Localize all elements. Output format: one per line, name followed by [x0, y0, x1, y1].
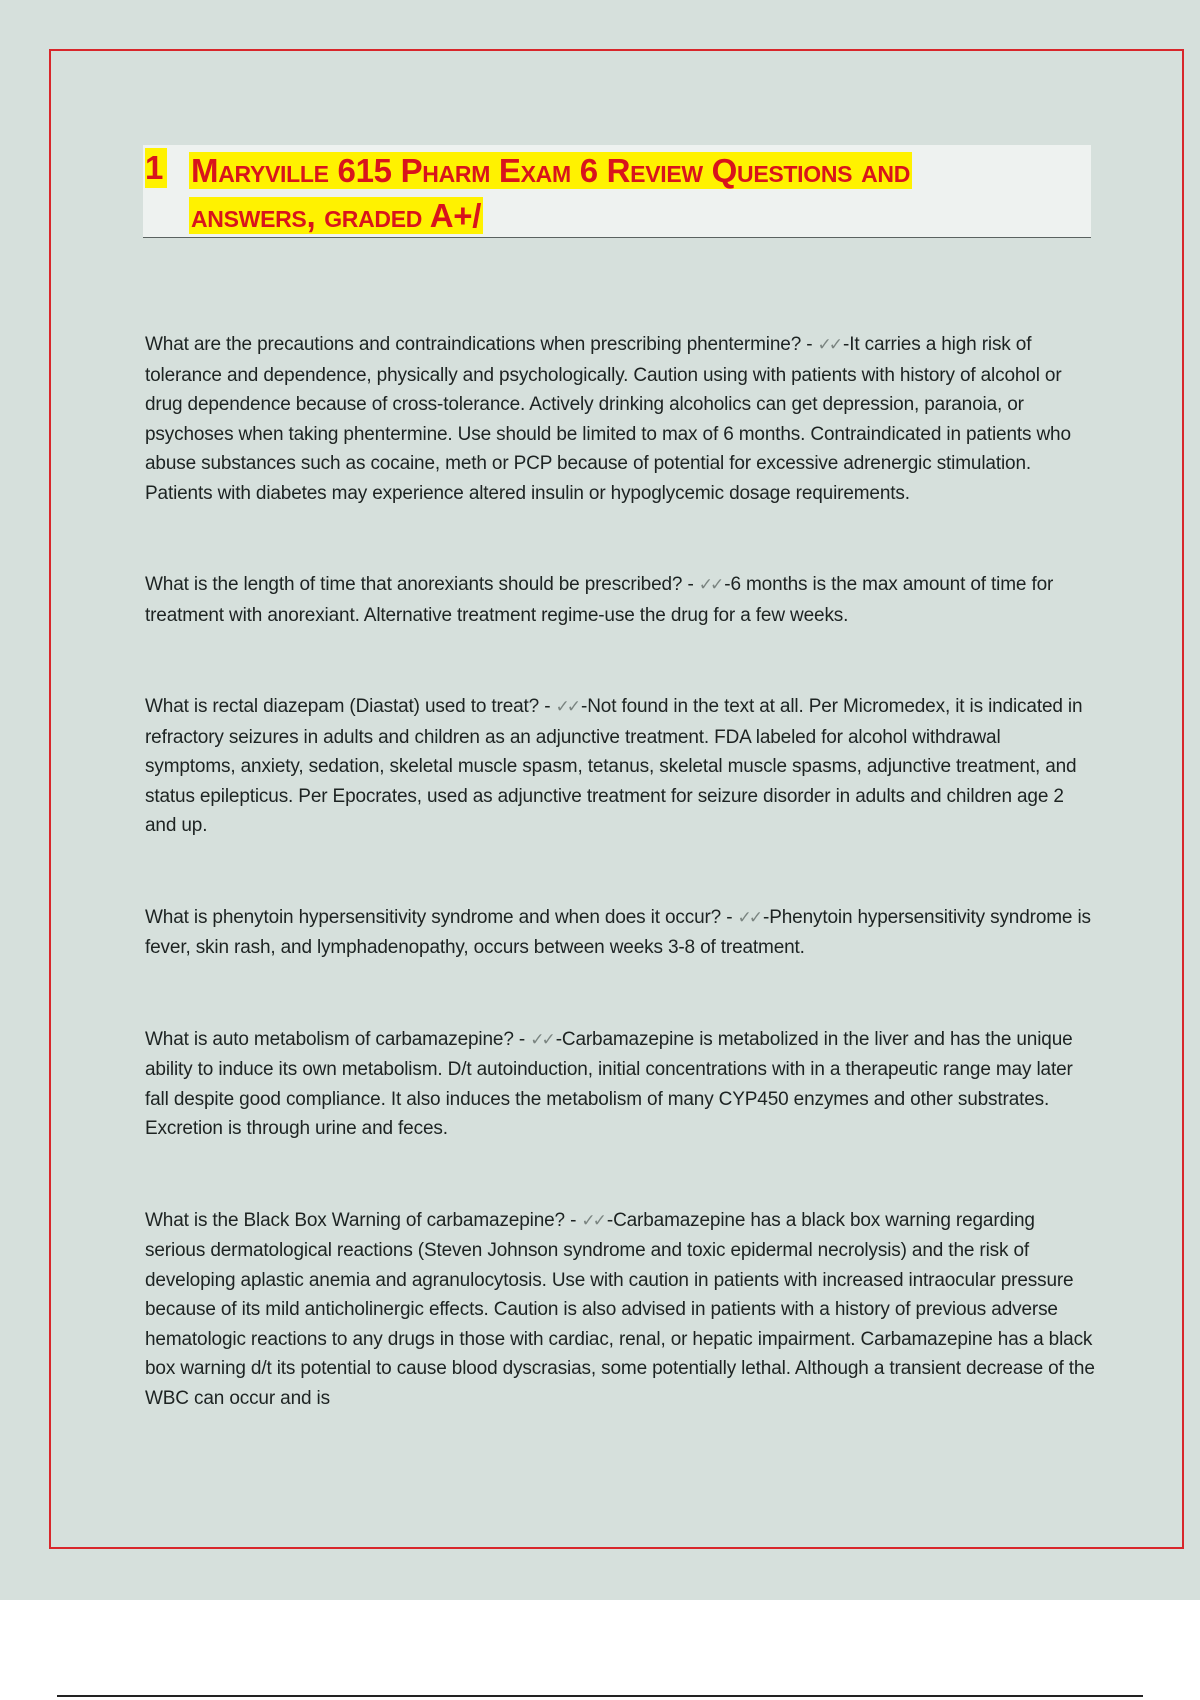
qa-item	[145, 1206, 1095, 1414]
document-heading	[143, 145, 1091, 238]
qa-item	[145, 692, 1095, 841]
double-check-icon: ✓✓	[817, 335, 841, 355]
qa-item	[145, 330, 1095, 508]
qa-answer: -Carbamazepine has a black box warning regarding serious dermatological reactions (Steven Johnson syndrome and toxic epidermal necrolysis) and the risk of developing aplastic anemia and agranulocytosis. Use with caution in patients with increased intraocular pressure because of its mild anticholinergic effects. Caution is also advised in patients with a history of previous adverse hematologic reactions to any drugs in those with cardiac, renal, or hepatic impairment. Carbamazepine has a black box warning d/t its potential to cause blood dyscrasias, some potentially lethal. Although a transient decrease of the WBC can occur and is	[145, 1209, 1095, 1409]
heading-title-line1: Maryville 615 Pharm Exam 6 Review Questions and	[191, 152, 911, 189]
qa-list	[145, 330, 1095, 1475]
qa-answer: -Phenytoin hypersensitivity syndrome is fever, skin rash, and lymphadenopathy, occurs between weeks 3-8 of treatment.	[145, 906, 1091, 958]
qa-answer: -It carries a high risk of tolerance and dependence, physically and psychologically. Caution using with patients with history of alcohol or drug dependence because of cross-tolerance. Actively drinking alcoholics can get depression, paranoia, or psychoses when taking phentermine. Use should be limited to max of 6 months. Contraindicated in patients who abuse substances such as cocaine, meth or PCP because of potential for excessive adrenergic stimulation. Patients with diabetes may experience altered insulin or hypoglycemic dosage requirements.	[145, 334, 1071, 504]
double-check-icon: ✓✓	[698, 575, 722, 595]
qa-item	[145, 1025, 1095, 1144]
qa-question: What is rectal diazepam (Diastat) used to treat? -	[145, 696, 556, 717]
qa-answer: -Carbamazepine is metabolized in the liver and has the unique ability to induce its own metabolism. D/t autoinduction, initial concentrations with in a therapeutic range may later fall despite good compliance. It also induces the metabolism of many CYP450 enzymes and other substrates. Excretion is through urine and feces.	[145, 1028, 1073, 1139]
qa-answer: -6 months is the max amount of time for treatment with anorexiant. Alternative treatment regime-use the drug for a few weeks.	[145, 574, 1054, 626]
next-page-top-rule	[57, 1695, 1143, 1697]
qa-item	[145, 570, 1095, 630]
heading-title-line2: answers, graded A+/	[191, 197, 482, 234]
qa-question: What are the precautions and contraindications when prescribing phentermine? -	[145, 334, 818, 355]
qa-item	[145, 903, 1095, 963]
qa-question: What is auto metabolism of carbamazepine? -	[145, 1028, 531, 1050]
double-check-icon: ✓✓	[555, 697, 579, 717]
qa-answer: -Not found in the text at all. Per Micromedex, it is indicated in refractory seizures in adults and children as an adjunctive treatment. FDA labeled for alcohol withdrawal symptoms, anxiety, sedation, skeletal muscle spasm, tetanus, skeletal muscle spasms, adjunctive treatment, and status epilepticus. Per Epocrates, used as adjunctive treatment for seizure disorder in adults and children age 2 and up.	[145, 696, 1083, 836]
double-check-icon: ✓✓	[737, 907, 761, 928]
heading-number: 1	[145, 148, 167, 188]
qa-question: What is the length of time that anorexiants should be prescribed? -	[145, 574, 699, 595]
heading-title	[189, 148, 1069, 238]
double-check-icon: ✓✓	[581, 1210, 604, 1231]
qa-question: What is the Black Box Warning of carbamazepine? -	[145, 1209, 582, 1231]
qa-question: What is phenytoin hypersensitivity syndrome and when does it occur? -	[145, 906, 738, 928]
double-check-icon: ✓✓	[530, 1029, 553, 1050]
